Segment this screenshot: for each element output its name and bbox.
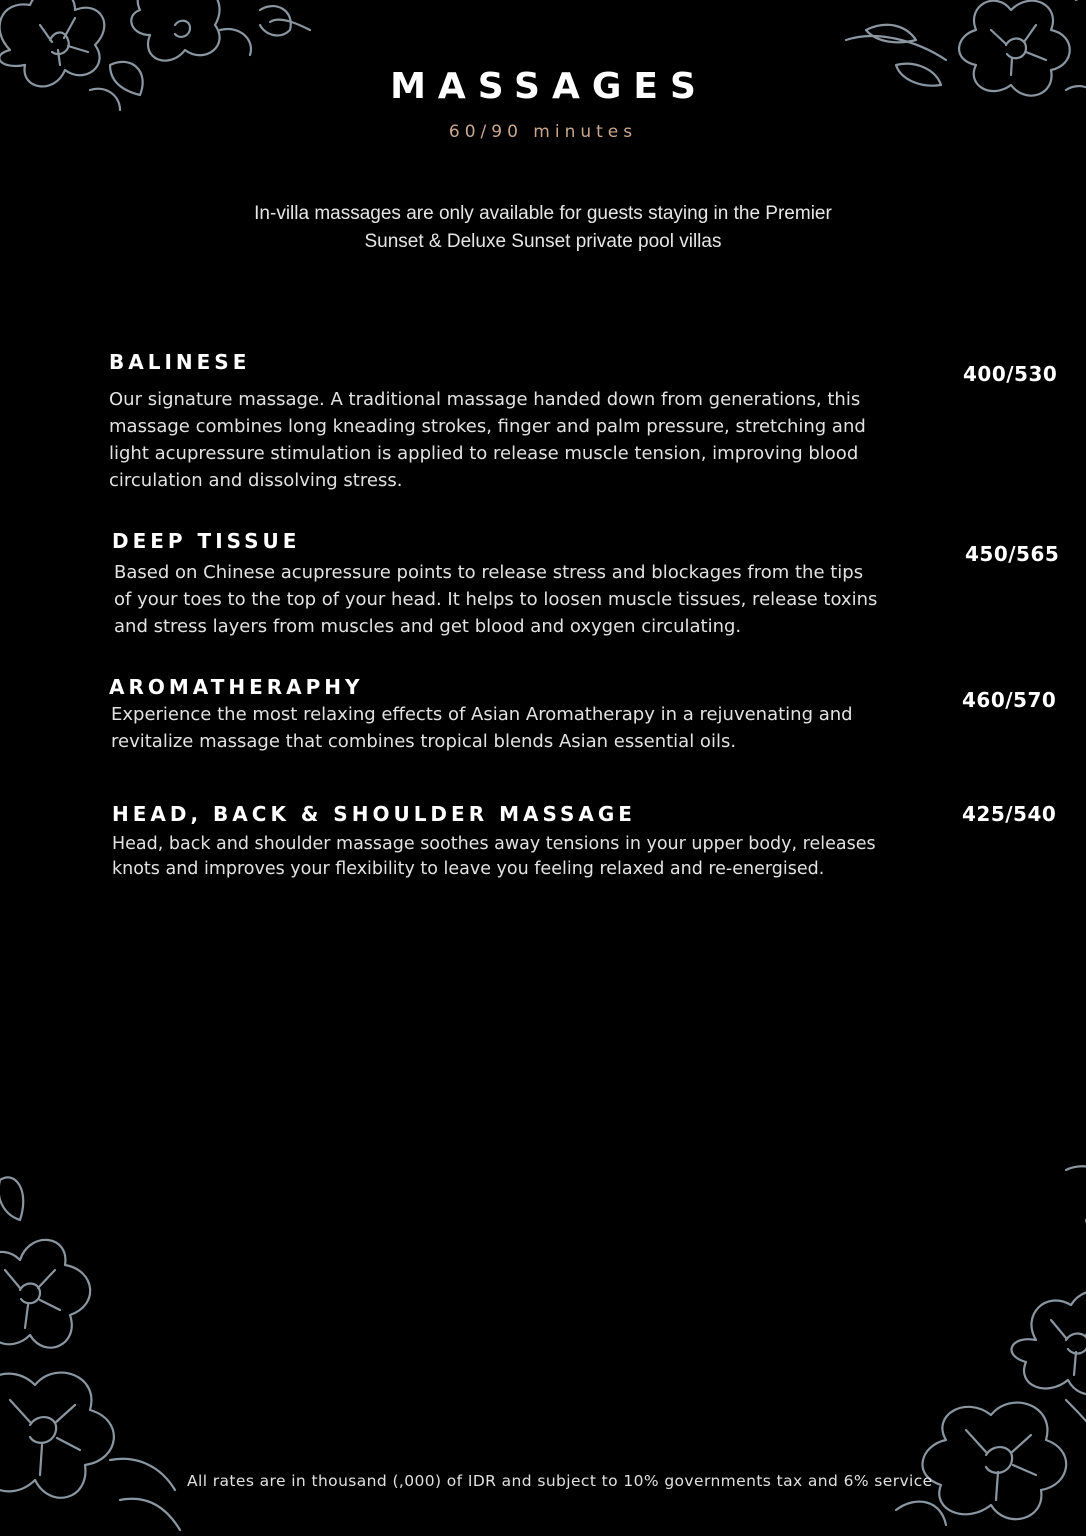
description-line: circulation and dissolving stress. — [109, 470, 403, 491]
price-head-back-shoulder: 425/540 — [962, 802, 1057, 826]
intro-line: In-villa massages are only available for guests staying in the Premier — [254, 203, 832, 224]
floral-corner-bottom-left-icon — [0, 1160, 200, 1536]
item-description — [112, 832, 932, 882]
menu-item-deep-tissue — [112, 529, 934, 640]
price-balinese: 400/530 — [963, 362, 1058, 386]
description-line: Our signature massage. A traditional massage handed down from generations, this — [109, 389, 861, 410]
rates-footnote: All rates are in thousand (,000) of IDR and subject to 10% governments tax and 6% service — [187, 1472, 933, 1490]
description-line: light acupressure stimulation is applied to release muscle tension, improving blood — [109, 443, 859, 464]
description-line: of your toes to the top of your head. It helps to loosen muscle tissues, release toxins — [114, 589, 878, 610]
intro-note — [0, 200, 1086, 256]
menu-item-balinese — [109, 350, 929, 494]
item-description — [109, 386, 929, 494]
item-description — [114, 559, 934, 640]
description-line: massage combines long kneading strokes, finger and palm pressure, stretching and — [109, 416, 866, 437]
price-aromatheraphy: 460/570 — [962, 688, 1057, 712]
description-line: Head, back and shoulder massage soothes away tensions in your upper body, releases — [112, 834, 876, 854]
description-line: Based on Chinese acupressure points to release stress and blockages from the tips — [114, 562, 864, 583]
item-name: BALINESE — [109, 350, 251, 374]
description-line: Experience the most relaxing effects of Asian Aromatherapy in a rejuvenating and — [111, 704, 853, 725]
description-line: and stress layers from muscles and get blood and oxygen circulating. — [114, 616, 742, 637]
menu-item-head-back-shoulder — [112, 802, 932, 882]
price-deep-tissue: 450/565 — [965, 542, 1060, 566]
page-title: MASSAGES — [390, 66, 708, 107]
item-name: AROMATHERAPHY — [109, 675, 364, 699]
description-line: knots and improves your flexibility to leave you feeling relaxed and re-energised. — [112, 859, 825, 879]
intro-line: Sunset & Deluxe Sunset private pool villas — [364, 231, 722, 252]
item-description — [111, 701, 931, 755]
item-name: DEEP TISSUE — [112, 529, 301, 553]
description-line: revitalize massage that combines tropical blends Asian essential oils. — [111, 731, 737, 752]
duration-subtitle: 60/90 minutes — [448, 122, 638, 142]
menu-item-aromatheraphy — [109, 675, 931, 755]
item-name: HEAD, BACK & SHOULDER MASSAGE — [112, 802, 636, 826]
